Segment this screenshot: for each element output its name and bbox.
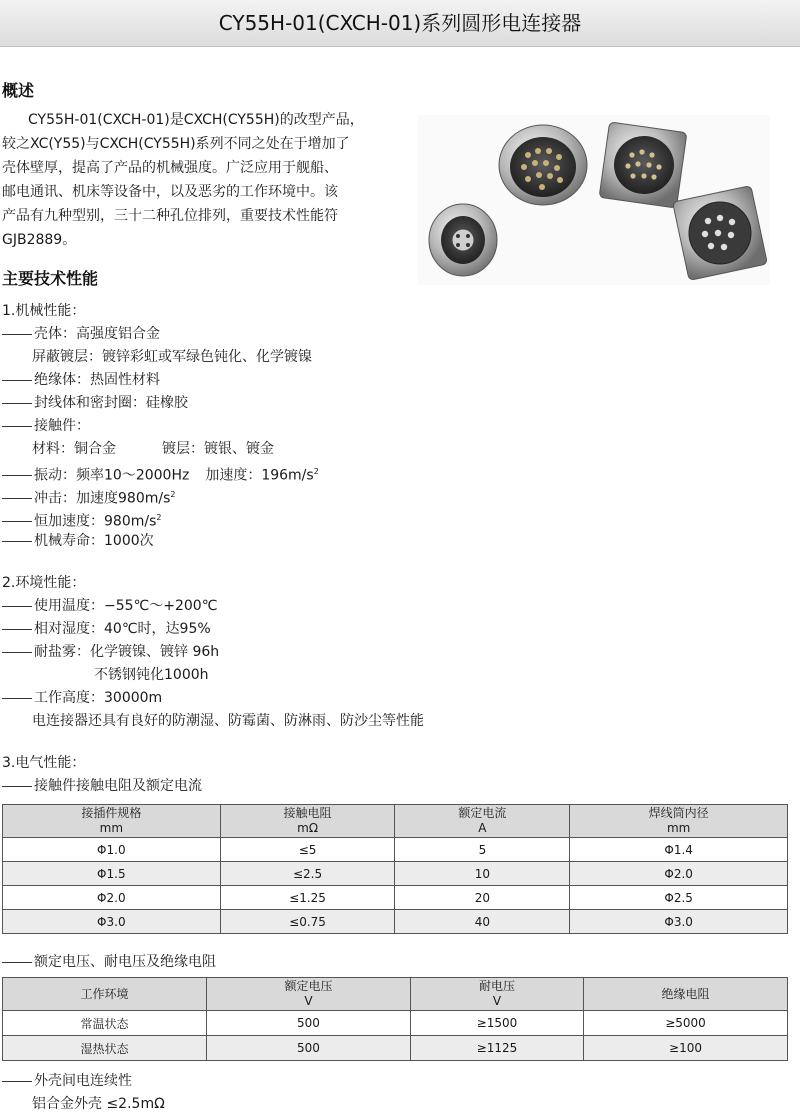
environmental-note: 电连接器还具有良好的防潮湿、防霉菌、防淋雨、防沙尘等性能 <box>32 713 424 729</box>
spec-plating: 屏蔽镀层：镀锌彩虹或军绿色钝化、化学镀镍 <box>32 349 312 365</box>
spec-salt-spray-stainless: 不锈钢钝化1000h <box>94 667 209 683</box>
overview-line: 邮电通讯、机床等设备中，以及恶劣的工作环境中。该 <box>2 184 338 200</box>
spec-contact-material: 材料：铜合金 镀层：镀银、镀金 <box>32 441 274 457</box>
spec-salt-spray: 耐盐雾：化学镀镍、镀锌 96h <box>2 641 219 663</box>
page-title: CY55H-01(CXCH-01)系列圆形电连接器 <box>0 0 800 47</box>
electrical-sub3: 外壳间电连续性 <box>2 1070 132 1092</box>
connector-product-photo <box>418 115 770 285</box>
overview-paragraph <box>2 108 402 252</box>
spec-altitude: 工作高度：30000m <box>2 687 162 709</box>
spec-insulator: 绝缘体：热固性材料 <box>2 369 160 391</box>
shell-continuity: 铝合金外壳 ≤2.5mΩ <box>32 1096 165 1112</box>
electrical-sub2: 额定电压、耐电压及绝缘电阻 <box>2 951 216 973</box>
mechanical-heading: 1.机械性能： <box>2 303 86 319</box>
overview-line: 壳体壁厚，提高了产品的机械强度。广泛应用于舰船、 <box>2 160 338 176</box>
overview-line: 产品有九种型别，三十二种孔位排列，重要技术性能符 <box>2 208 338 224</box>
table-header: 焊线筒内径 mm <box>570 805 788 838</box>
voltage-insulation-table <box>2 977 788 1061</box>
electrical-sub1: 接触件接触电阻及额定电流 <box>2 775 202 797</box>
table-header: 绝缘电阻 <box>584 978 788 1011</box>
spec-vibration: 振动：频率10～2000Hz 加速度：$196m/s^2$ <box>2 461 319 483</box>
table-header: 接触电阻 mΩ <box>220 805 395 838</box>
table-row: 常温状态 500 ≥1500 ≥5000 <box>3 1011 788 1036</box>
spec-humidity: 相对湿度：40℃时，达95% <box>2 618 211 640</box>
contact-resistance-table <box>2 804 788 934</box>
table-header: 额定电压 V <box>206 978 410 1011</box>
overview-line: CY55H-01(CXCH-01)是CXCH(CY55H)的改型产品， <box>28 112 364 128</box>
table-header: 耐电压 V <box>410 978 583 1011</box>
table-header: 接插件规格 mm <box>3 805 221 838</box>
electrical-heading: 3.电气性能： <box>2 755 86 771</box>
spec-contact: 接触件： <box>2 415 90 437</box>
table-header: 工作环境 <box>3 978 207 1011</box>
spec-shell: 壳体：高强度铝合金 <box>2 323 160 345</box>
table-row: 湿热状态 500 ≥1125 ≥100 <box>3 1036 788 1061</box>
spec-const-accel: 恒加速度：$980m/s^2$ <box>2 507 161 529</box>
spec-shock: 冲击：加速度$980m/s^2$ <box>2 484 175 506</box>
spec-seal: 封线体和密封圈：硅橡胶 <box>2 392 188 414</box>
spec-life: 机械寿命：1000次 <box>2 530 154 552</box>
spec-temperature: 使用温度：−55℃～+200℃ <box>2 595 217 617</box>
table-row: Φ1.5 ≤2.5 10 Φ2.0 <box>3 862 788 886</box>
table-header: 额定电流 A <box>395 805 570 838</box>
table-row: Φ2.0 ≤1.25 20 Φ2.5 <box>3 886 788 910</box>
overview-heading: 概述 <box>2 81 35 100</box>
table-row: Φ1.0 ≤5 5 Φ1.4 <box>3 838 788 862</box>
overview-line: 较之XC(Y55)与CXCH(CY55H)系列不同之处在于增加了 <box>2 136 350 152</box>
table-row: Φ3.0 ≤0.75 40 Φ3.0 <box>3 910 788 934</box>
specs-heading: 主要技术性能 <box>2 269 99 288</box>
overview-line: GJB2889。 <box>2 232 77 248</box>
environmental-heading: 2.环境性能： <box>2 575 86 591</box>
